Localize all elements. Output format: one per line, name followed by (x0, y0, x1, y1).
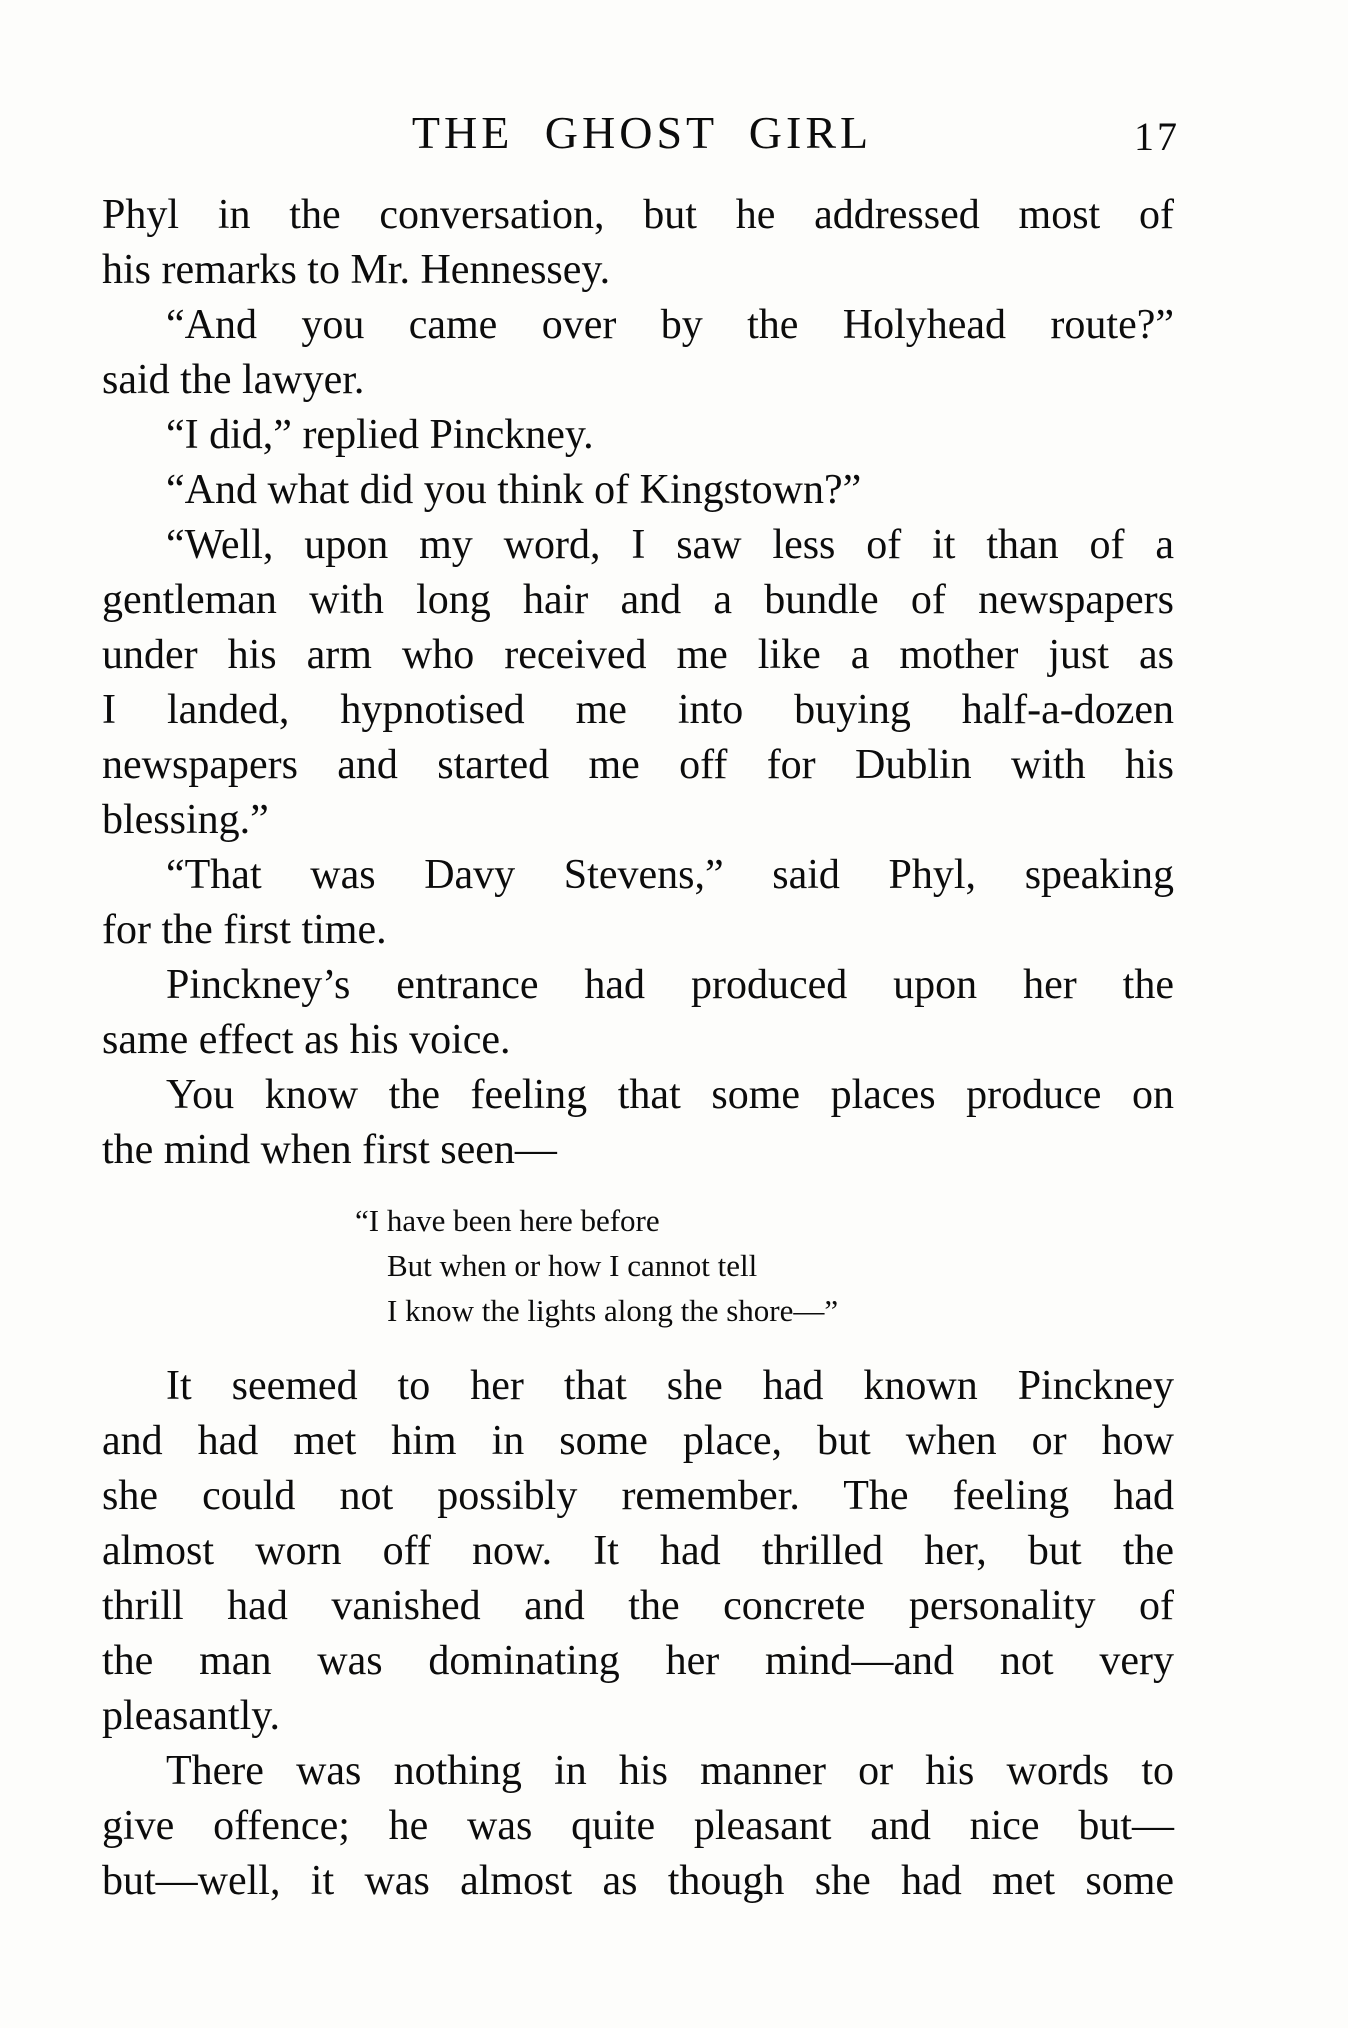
text-line: same effect as his voice. (102, 1017, 511, 1063)
text-line: the man was dominating her mind—and not very (102, 1638, 1174, 1684)
text-line: Phyl in the conversation, but he addressed most of (102, 192, 1174, 238)
verse-line: But when or how I cannot tell (387, 1248, 758, 1283)
text-line: newspapers and started me off for Dublin with his (102, 742, 1174, 788)
text-line: under his arm who received me like a mother just as (102, 632, 1174, 678)
text-line: blessing.” (102, 797, 269, 843)
page-header (0, 106, 1348, 170)
text-line: gentleman with long hair and a bundle of newspapers (102, 577, 1174, 623)
verse-line: “I have been here before (355, 1203, 660, 1238)
text-line: “Well, upon my word, I saw less of it than of a (166, 522, 1174, 568)
text-line: she could not possibly remember. The feeling had (102, 1473, 1174, 1519)
text-line: for the first time. (102, 907, 387, 953)
text-line: “And what did you think of Kingstown?” (166, 467, 862, 513)
page-number: 17 (1134, 114, 1180, 159)
text-line: the mind when first seen— (102, 1127, 557, 1173)
text-line: but—well, it was almost as though she had met some (102, 1858, 1174, 1904)
text-line: You know the feeling that some places produce on (166, 1072, 1174, 1118)
text-line: There was nothing in his manner or his words to (166, 1748, 1174, 1794)
text-line: “That was Davy Stevens,” said Phyl, speaking (166, 852, 1174, 898)
text-line: pleasantly. (102, 1693, 281, 1739)
text-line: give offence; he was quite pleasant and nice but— (102, 1803, 1174, 1849)
verse-line: I know the lights along the shore—” (387, 1293, 839, 1328)
text-line: Pinckney’s entrance had produced upon her the (166, 962, 1174, 1008)
page-body (102, 188, 1174, 1909)
verse-block (355, 1198, 1174, 1333)
text-line: “I did,” replied Pinckney. (166, 412, 594, 458)
text-line: and had met him in some place, but when or how (102, 1418, 1174, 1464)
running-title: THE GHOST GIRL (411, 107, 873, 158)
text-line: thrill had vanished and the concrete personality of (102, 1583, 1174, 1629)
text-line: his remarks to Mr. Hennessey. (102, 247, 611, 293)
text-line: I landed, hypnotised me into buying half-a-dozen (102, 687, 1174, 733)
text-line: It seemed to her that she had known Pinckney (166, 1363, 1174, 1409)
text-line: almost worn off now. It had thrilled her, but the (102, 1528, 1174, 1574)
text-line: “And you came over by the Holyhead route?” (166, 302, 1174, 348)
text-line: said the lawyer. (102, 357, 365, 403)
